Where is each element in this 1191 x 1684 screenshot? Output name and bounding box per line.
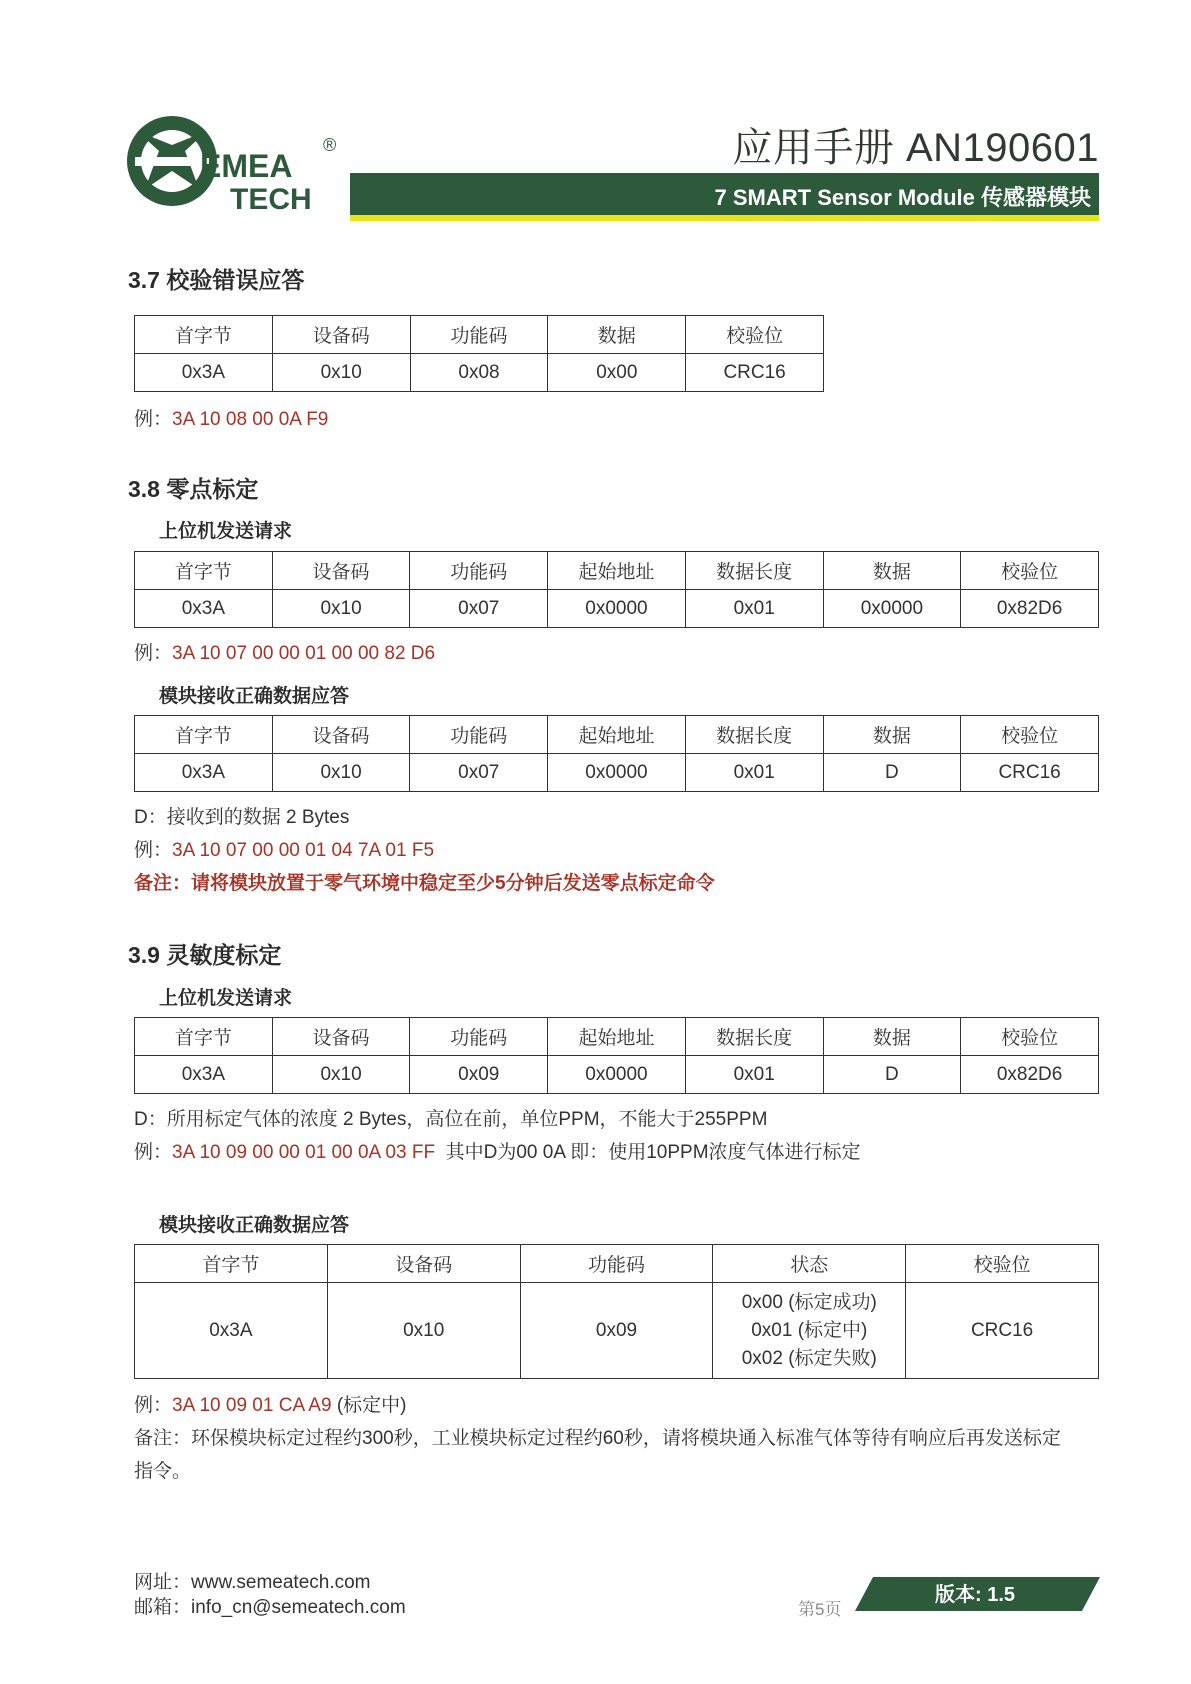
version-badge	[855, 1577, 1100, 1611]
header-cell: 首字节	[135, 552, 273, 590]
value-cell: 0x09	[520, 1283, 713, 1379]
table-header-row	[135, 1245, 1099, 1283]
status-cell	[713, 1283, 906, 1379]
value-cell: 0x09	[410, 1056, 548, 1094]
footer-website: 网址：www.semeatech.com	[134, 1572, 371, 1593]
span-request-title: 上位机发送请求	[159, 988, 293, 1009]
value-cell: 0x01	[685, 1056, 823, 1094]
section-3-9-title: 3.9 灵敏度标定	[128, 942, 282, 968]
header-cell: 首字节	[135, 316, 273, 354]
example-hex: 3A 10 09 00 00 01 00 0A 03 FF	[172, 1142, 436, 1163]
zero-response-title: 模块接收正确数据应答	[159, 686, 350, 707]
header-cell: 数据	[823, 1018, 961, 1056]
example-hex: 3A 10 07 00 00 01 04 7A 01 F5	[172, 840, 435, 861]
status-failed: 0x02 (标定失败)	[741, 1347, 877, 1369]
value-cell: 0x10	[272, 754, 410, 792]
logo-text-top: EMEA	[200, 148, 293, 184]
section-3-7-title: 3.7 校验错误应答	[128, 267, 305, 293]
zero-request-title: 上位机发送请求	[159, 521, 293, 542]
example-line	[134, 835, 434, 862]
header-cell: 起始地址	[548, 716, 686, 754]
header-cell: 首字节	[135, 716, 273, 754]
value-cell: 0x00	[548, 354, 686, 392]
span-calibration-remark-line2: 指令。	[134, 1461, 192, 1482]
header-cell: 功能码	[410, 1018, 548, 1056]
example-label: 例：	[134, 1142, 173, 1163]
example-hex: 3A 10 07 00 00 01 00 00 82 D6	[172, 643, 436, 664]
table-header-row	[135, 716, 1099, 754]
value-cell: 0x82D6	[961, 590, 1099, 628]
zero-response-table	[134, 715, 1099, 792]
table-row	[135, 1283, 1099, 1379]
header-cell: 数据长度	[685, 552, 823, 590]
header-cell: 校验位	[961, 1018, 1099, 1056]
example-hex: 3A 10 09 01 CA A9	[172, 1395, 332, 1416]
registered-mark: ®	[323, 135, 337, 155]
table-row	[135, 1056, 1099, 1094]
header-cell: 数据	[548, 316, 686, 354]
value-cell: 0x3A	[135, 1056, 273, 1094]
value-cell: D	[823, 754, 961, 792]
header-cell: 校验位	[906, 1245, 1099, 1283]
value-cell: 0x3A	[135, 1283, 328, 1379]
header-cell: 校验位	[961, 552, 1099, 590]
header-cell: 设备码	[272, 316, 410, 354]
logo-text-bottom: TECH	[230, 183, 312, 216]
version-label: 版本: 1.5	[934, 1584, 1016, 1606]
value-cell: 0x01	[685, 754, 823, 792]
header-accent-line	[350, 215, 1099, 221]
value-cell: CRC16	[686, 354, 824, 392]
value-cell: 0x3A	[135, 590, 273, 628]
value-cell: 0x10	[272, 354, 410, 392]
value-cell: CRC16	[906, 1283, 1099, 1379]
header-cell: 数据长度	[685, 1018, 823, 1056]
value-cell: 0x0000	[823, 590, 961, 628]
page-number: 第5页	[798, 1600, 842, 1619]
table-row	[135, 590, 1099, 628]
data-description: D：所用标定气体的浓度 2 Bytes，高位在前，单位PPM，不能大于255PPM	[134, 1109, 768, 1130]
table-header-row	[135, 552, 1099, 590]
value-cell: 0x3A	[135, 354, 273, 392]
header-cell: 设备码	[272, 552, 410, 590]
value-cell: 0x10	[272, 1056, 410, 1094]
table-row	[135, 754, 1099, 792]
example-label: 例：	[134, 840, 173, 861]
example-line	[134, 1137, 861, 1164]
header-cell: 功能码	[410, 716, 548, 754]
example-line	[134, 1390, 406, 1417]
zero-calibration-remark: 备注：请将模块放置于零气环境中稳定至少5分钟后发送零点标定命令	[134, 873, 715, 894]
footer-email: 邮箱：info_cn@semeatech.com	[134, 1597, 406, 1618]
section-3-8-title: 3.8 零点标定	[128, 476, 259, 502]
value-cell: 0x0000	[548, 590, 686, 628]
example-label: 例：	[134, 643, 173, 664]
example-label: 例：	[134, 409, 173, 430]
span-request-table	[134, 1017, 1099, 1094]
header-cell: 首字节	[135, 1018, 273, 1056]
table-header-row	[135, 1018, 1099, 1056]
table-row	[135, 354, 824, 392]
value-cell: 0x01	[685, 590, 823, 628]
header-bar-text: 7 SMART Sensor Module 传感器模块	[714, 185, 1091, 210]
header-cell: 功能码	[520, 1245, 713, 1283]
value-cell: CRC16	[961, 754, 1099, 792]
value-cell: 0x0000	[548, 754, 686, 792]
semeatech-logo	[115, 105, 345, 225]
header-cell: 校验位	[686, 316, 824, 354]
value-cell: D	[823, 1056, 961, 1094]
value-cell: 0x10	[327, 1283, 520, 1379]
example-explanation: (标定中)	[336, 1395, 407, 1416]
header-cell: 起始地址	[548, 1018, 686, 1056]
span-response-table	[134, 1244, 1099, 1379]
value-cell: 0x10	[272, 590, 410, 628]
header-cell: 设备码	[272, 1018, 410, 1056]
header-cell: 状态	[713, 1245, 906, 1283]
status-success: 0x00 (标定成功)	[741, 1291, 877, 1313]
example-explanation: 其中D为00 0A 即：使用10PPM浓度气体进行标定	[445, 1142, 861, 1163]
example-line	[134, 638, 435, 665]
header-cell: 功能码	[410, 316, 548, 354]
header-cell: 设备码	[272, 716, 410, 754]
value-cell: 0x07	[410, 754, 548, 792]
header-cell: 起始地址	[548, 552, 686, 590]
document-title: 应用手册 AN190601	[732, 126, 1099, 170]
zero-request-table	[134, 551, 1099, 628]
footer-contact	[134, 1570, 406, 1620]
value-cell: 0x0000	[548, 1056, 686, 1094]
example-line	[134, 404, 328, 431]
span-calibration-remark-line1: 备注：环保模块标定过程约300秒，工业模块标定过程约60秒，请将模块通入标准气体等待有响应后再发送标定	[134, 1428, 1061, 1449]
example-hex: 3A 10 08 00 0A F9	[172, 409, 329, 430]
header-cell: 设备码	[327, 1245, 520, 1283]
checksum-error-table	[134, 315, 824, 392]
header-cell: 数据长度	[685, 716, 823, 754]
value-cell: 0x07	[410, 590, 548, 628]
value-cell: 0x08	[410, 354, 548, 392]
header-cell: 校验位	[961, 716, 1099, 754]
header-cell: 数据	[823, 552, 961, 590]
header-cell: 首字节	[135, 1245, 328, 1283]
table-header-row	[135, 316, 824, 354]
value-cell: 0x82D6	[961, 1056, 1099, 1094]
status-in-progress: 0x01 (标定中)	[751, 1319, 868, 1341]
data-description: D：接收到的数据 2 Bytes	[134, 807, 350, 828]
header-cell: 功能码	[410, 552, 548, 590]
header-cell: 数据	[823, 716, 961, 754]
example-label: 例：	[134, 1395, 173, 1416]
span-response-title: 模块接收正确数据应答	[159, 1215, 350, 1236]
value-cell: 0x3A	[135, 754, 273, 792]
